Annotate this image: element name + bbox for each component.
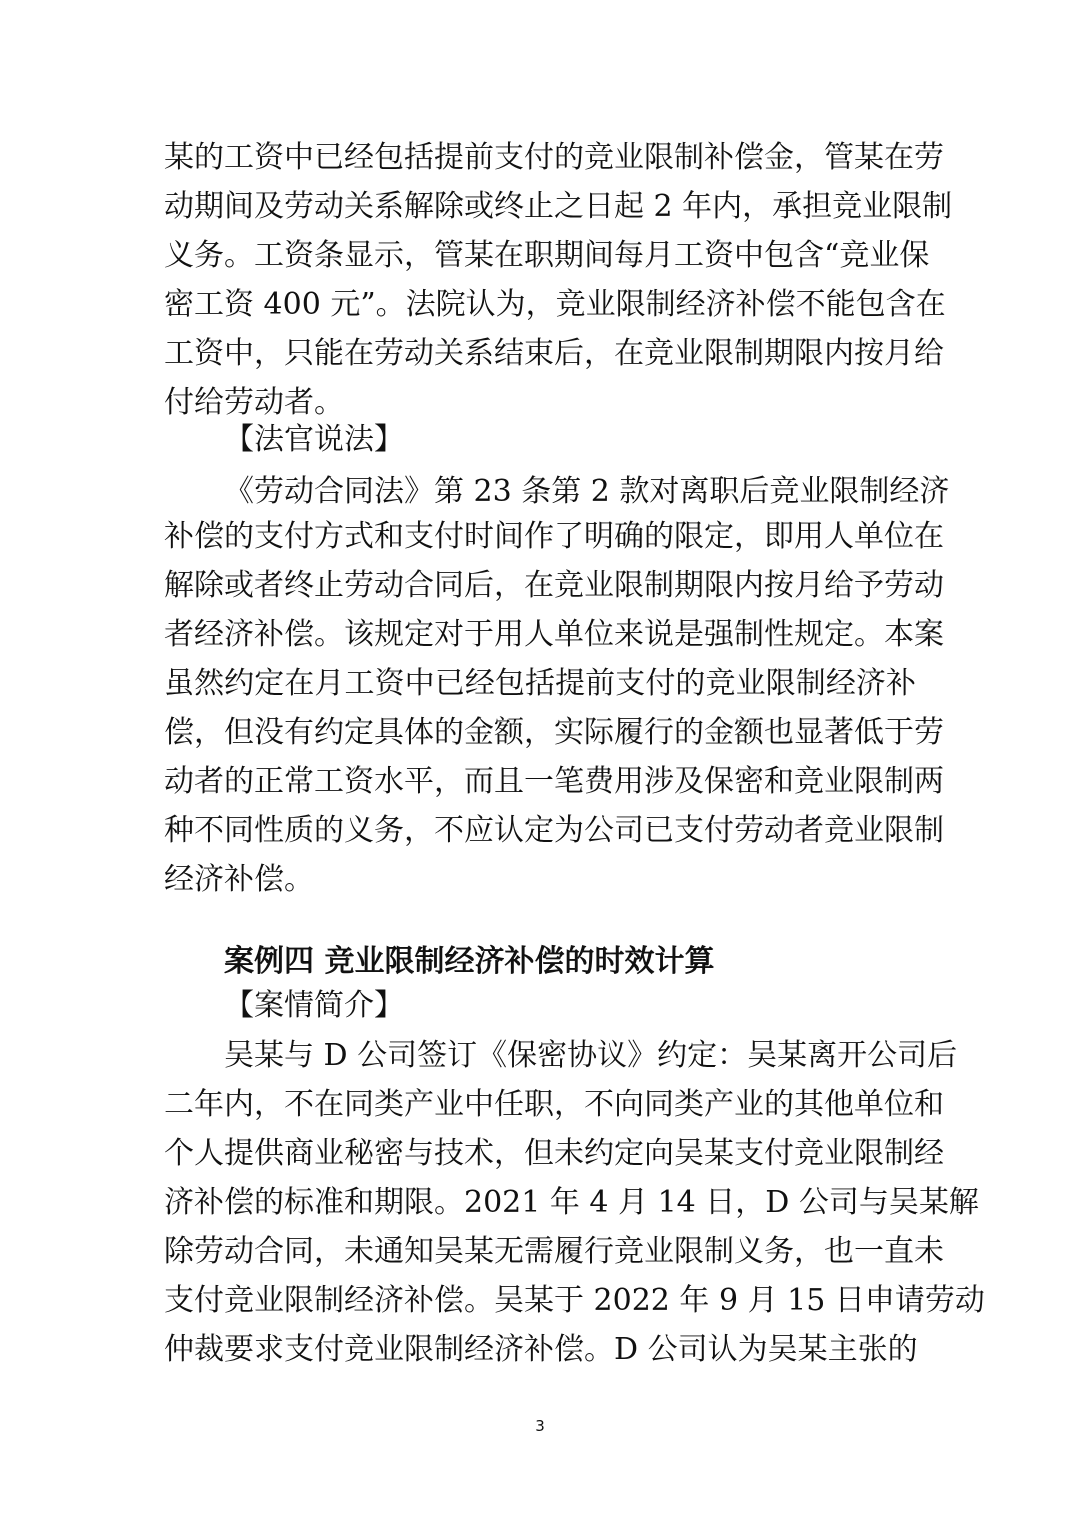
body-text-line: 个人提供商业秘密与技术，但未约定向吴某支付竞业限制经	[164, 1136, 944, 1171]
body-text-line: 密工资 400 元”。法院认为，竞业限制经济补偿不能包含在	[164, 287, 946, 322]
case-title: 案例四 竞业限制经济补偿的时效计算	[224, 944, 715, 979]
body-text-line: 付给劳动者。	[164, 385, 344, 420]
body-text-line: 虽然约定在月工资中已经包括提前支付的竞业限制经济补	[164, 666, 916, 701]
body-text-line: 某的工资中已经包括提前支付的竞业限制补偿金，管某在劳	[164, 140, 944, 175]
body-text-line: 偿，但没有约定具体的金额，实际履行的金额也显著低于劳	[164, 715, 944, 750]
body-text-line: 义务。工资条显示，管某在职期间每月工资中包含“竞业保	[164, 238, 930, 273]
body-text-line: 解除或者终止劳动合同后，在竞业限制期限内按月给予劳动	[164, 568, 944, 603]
body-text-line: 除劳动合同，未通知吴某无需履行竞业限制义务，也一直未	[164, 1234, 944, 1269]
body-text-line: 济补偿的标准和期限。2021 年 4 月 14 日，D 公司与吴某解	[164, 1185, 979, 1220]
body-text-line: 仲裁要求支付竞业限制经济补偿。D 公司认为吴某主张的	[164, 1332, 918, 1367]
body-text-line: 二年内，不在同类产业中任职，不向同类产业的其他单位和	[164, 1087, 944, 1122]
body-text-line: 支付竞业限制经济补偿。吴某于 2022 年 9 月 15 日申请劳动	[164, 1283, 985, 1318]
body-text-line: 者经济补偿。该规定对于用人单位来说是强制性规定。本案	[164, 617, 944, 652]
body-text-line: 吴某与 D 公司签订《保密协议》约定：吴某离开公司后	[224, 1038, 958, 1073]
case-summary-label: 【案情简介】	[224, 988, 404, 1023]
body-text-line: 《劳动合同法》第 23 条第 2 款对离职后竞业限制经济	[224, 474, 950, 509]
page-number: 3	[535, 1417, 545, 1435]
body-text-line: 动期间及劳动关系解除或终止之日起 2 年内，承担竞业限制	[164, 189, 953, 224]
body-text-line: 经济补偿。	[164, 862, 314, 897]
body-text-line: 工资中，只能在劳动关系结束后，在竞业限制期限内按月给	[164, 336, 944, 371]
body-text-line: 补偿的支付方式和支付时间作了明确的限定，即用人单位在	[164, 519, 944, 554]
body-text-line: 动者的正常工资水平，而且一笔费用涉及保密和竞业限制两	[164, 764, 944, 799]
body-text-line: 种不同性质的义务，不应认定为公司已支付劳动者竞业限制	[164, 813, 944, 848]
judge-opinion-label: 【法官说法】	[224, 422, 404, 457]
